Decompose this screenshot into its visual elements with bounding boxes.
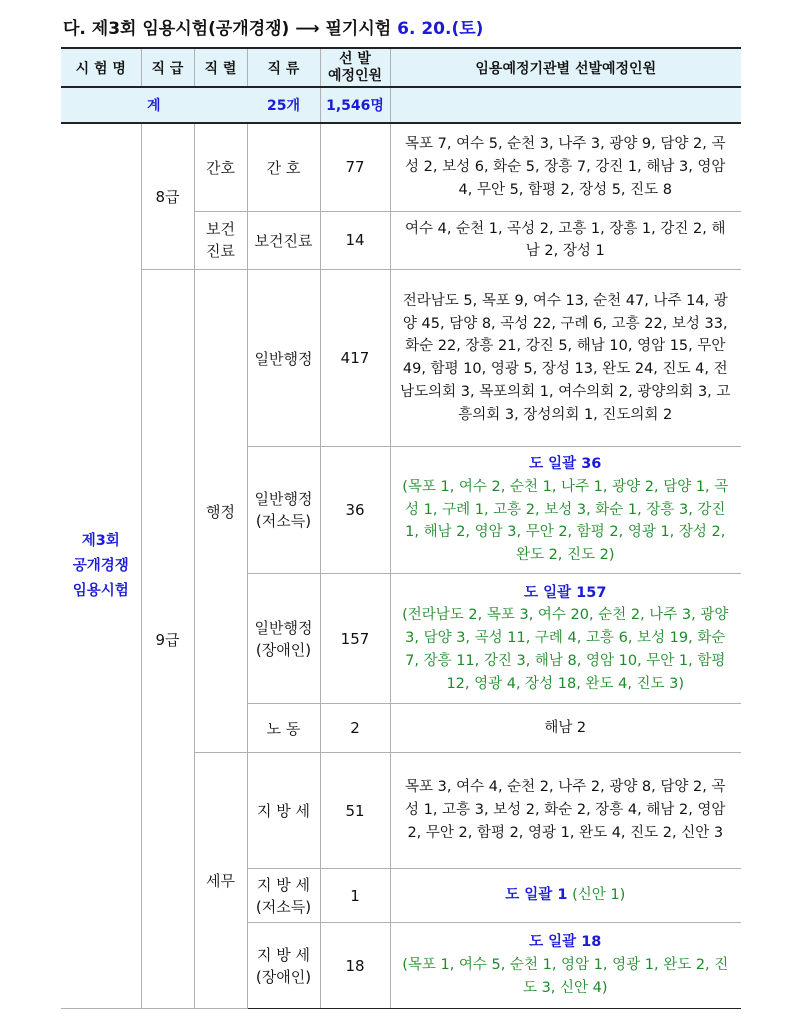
exam-name-line1: 제3회 [81,532,120,549]
header-exam: 시 험 명 [61,48,141,87]
table-row [61,123,741,211]
exam-table [61,47,741,1009]
class-cell: 지 방 세 (장애인) [247,923,320,1009]
header-count-line2: 예정인원 [327,67,383,84]
series-cell: 행정 [194,270,247,753]
agencies-detail: (목포 1, 여수 5, 순천 1, 영암 1, 영광 1, 완도 2, 진도 3, 신안 4) [402,957,729,996]
total-agencies-empty [390,87,741,123]
header-grade: 직 급 [141,48,194,87]
count-cell: 77 [320,123,390,211]
header-count-line1: 선 발 [339,50,371,67]
header-row [61,48,741,87]
header-count [320,48,390,87]
class-cell: 노 동 [247,704,320,753]
table-row [61,270,741,447]
class-cell: 일반행정 (저소득) [247,447,320,574]
series-cell: 간호 [194,123,247,211]
agencies-cell [390,574,741,704]
count-cell: 14 [320,211,390,270]
exam-name [61,123,141,1009]
section-title [63,14,483,39]
class-cell: 일반행정 [247,270,320,447]
class-cell: 보건진료 [247,211,320,270]
agencies-cell: 목포 7, 여수 5, 순천 3, 나주 3, 광양 9, 담양 2, 곡성 2, 보성 6, 화순 5, 장흥 7, 강진 1, 해남 3, 영암 4, 무안 5, 함평 2, 장성 5, 진도 8 [390,123,741,211]
count-cell: 2 [320,704,390,753]
count-cell: 157 [320,574,390,704]
agencies-detail: (전라남도 2, 목포 3, 여수 20, 순천 2, 나주 3, 광양 3, 담양 3, 곡성 11, 구례 4, 고흥 6, 보성 19, 화순 7, 장흥 11, 강진 3, 해남 8, 영암 10, 무안 1, 함평 12, 영광 4, 장성 18, 완도 4, 진도 3) [402,607,729,692]
agencies-cell [390,923,741,1009]
total-count: 1,546명 [320,87,390,123]
class-cell: 일반행정 (장애인) [247,574,320,704]
agencies-lead: 도 일괄 36 [529,456,602,473]
total-label: 계 [61,87,247,123]
section-title-text: 다. 제3회 임용시험(공개경쟁) ⟶ 필기시험 [63,19,392,39]
exam-date: 6. 20.(토) [397,19,484,39]
class-cell: 지 방 세 [247,753,320,869]
total-row [61,87,741,123]
count-cell: 18 [320,923,390,1009]
count-cell: 36 [320,447,390,574]
count-cell: 417 [320,270,390,447]
class-cell: 지 방 세 (저소득) [247,869,320,923]
agencies-cell: 전라남도 5, 목포 9, 여수 13, 순천 47, 나주 14, 광양 45, 담양 8, 곡성 22, 구례 6, 고흥 22, 보성 33, 화순 22, 장흥 21, 강진 5, 해남 10, 영암 15, 무안 49, 함평 10, 영광 5, 장성 13, 완도 24, 진도 4, 전남도의회 3, 목포의회 1, 여수의회 2, 광양의회 3, 고흥의회 3, 장성의회 1, 진도의회 2 [390,270,741,447]
class-cell: 간 호 [247,123,320,211]
exam-name-line3: 임용시험 [72,582,129,599]
agencies-lead: 도 일괄 1 [505,887,568,904]
agencies-cell [390,869,741,923]
series-cell: 보건 진료 [194,211,247,270]
count-cell: 1 [320,869,390,923]
agencies-lead: 도 일괄 18 [529,934,602,951]
header-series: 직 렬 [194,48,247,87]
exam-name-line2: 공개경쟁 [72,557,129,574]
agencies-detail: (목포 1, 여수 2, 순천 1, 나주 1, 광양 2, 담양 1, 곡성 1, 구례 1, 고흥 2, 보성 3, 화순 1, 장흥 3, 강진 1, 해남 2, 영암 3, 무안 2, 함평 2, 영광 1, 장성 2, 완도 2, 진도 2) [402,478,729,564]
series-cell: 세무 [194,753,247,1009]
header-agencies: 임용예정기관별 선발예정인원 [390,48,741,87]
grade-cell: 9급 [141,270,194,1009]
header-class: 직 류 [247,48,320,87]
agencies-lead: 도 일괄 157 [524,584,607,601]
total-classes: 25개 [247,87,320,123]
agencies-cell: 목포 3, 여수 4, 순천 2, 나주 2, 광양 8, 담양 2, 곡성 1, 고흥 3, 보성 2, 화순 2, 장흥 4, 해남 2, 영암 2, 무안 2, 함평 2, 영광 1, 완도 4, 진도 2, 신안 3 [390,753,741,869]
count-cell: 51 [320,753,390,869]
agencies-cell: 여수 4, 순천 1, 곡성 2, 고흥 1, 장흥 1, 강진 2, 해남 2, 장성 1 [390,211,741,270]
grade-cell: 8급 [141,123,194,270]
agencies-detail: (신안 1) [572,887,626,904]
agencies-cell [390,447,741,574]
agencies-cell: 해남 2 [390,704,741,753]
